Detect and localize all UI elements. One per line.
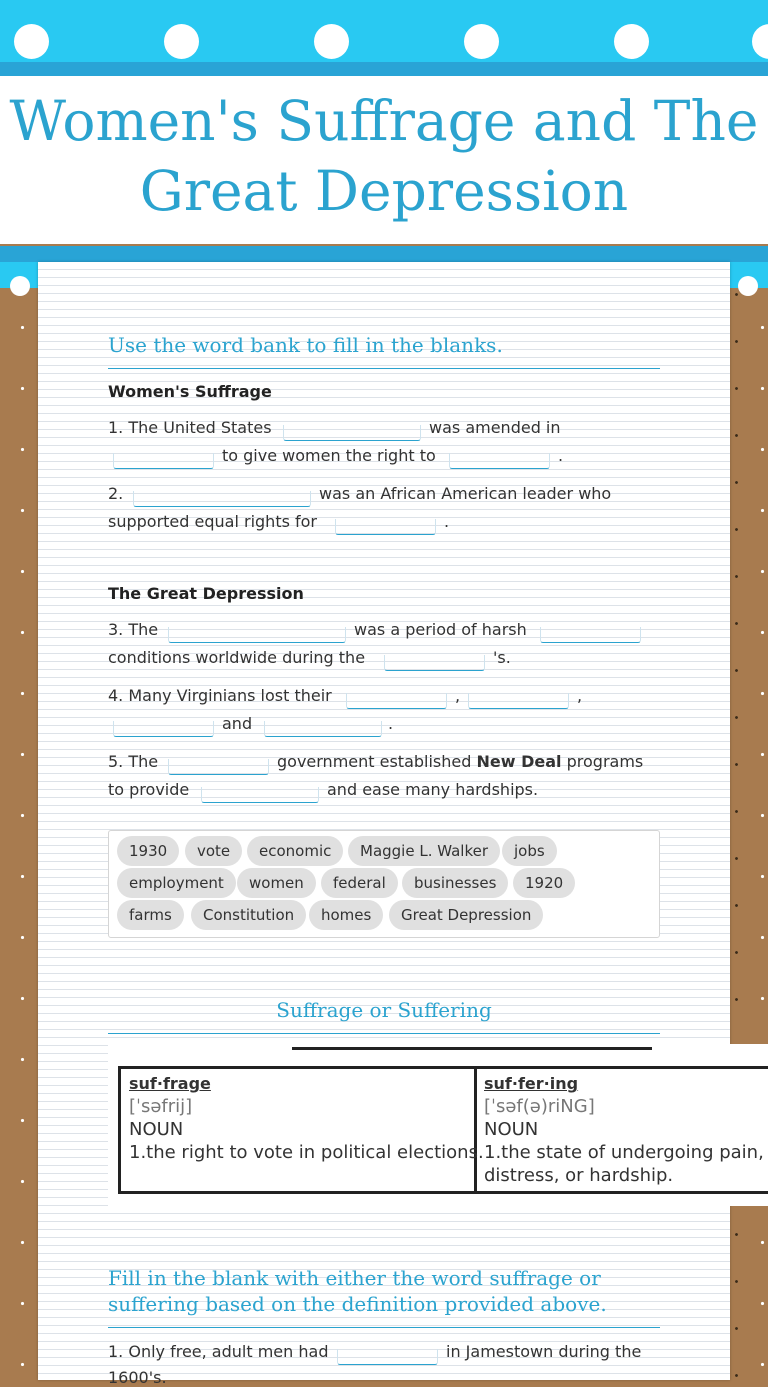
decor-bump (738, 276, 758, 296)
blank-q3-2[interactable] (540, 627, 641, 643)
q5-bold-new-deal: New Deal (476, 752, 562, 771)
blank-q1-1[interactable] (283, 425, 421, 441)
q5-text-d: to provide (108, 780, 190, 799)
pronunciation-suffering: [ˈsəf(ə)riNG] (484, 1096, 595, 1117)
pos-suffering: NOUN (484, 1119, 539, 1140)
pos-suffrage: NOUN (129, 1119, 184, 1140)
dictionary-top-rule (292, 1047, 652, 1050)
q1-text-c: to give women the right to (222, 446, 436, 465)
blank-q3-3[interactable] (384, 655, 485, 671)
decor-dot (164, 24, 199, 59)
meaning-suffering-line-1: 1.the state of undergoing pain, (484, 1142, 764, 1163)
blank-q2-2[interactable] (335, 519, 436, 535)
subheading-womens-suffrage: Women's Suffrage (108, 382, 272, 401)
word-chip[interactable]: businesses (402, 868, 508, 898)
section-3-heading (108, 1265, 607, 1317)
pronunciation-suffrage: [ˈsəfrij] (129, 1096, 193, 1117)
section-3-divider (108, 1327, 660, 1328)
word-chip[interactable]: Constitution (191, 900, 306, 930)
blank-q1-2[interactable] (113, 453, 214, 469)
q4-comma-1: , (455, 686, 461, 705)
decor-bump (10, 276, 30, 296)
q5-text-e: and ease many hardships. (327, 780, 539, 799)
q4-and: and (222, 714, 253, 733)
q3-text-a: 3. The (108, 620, 159, 639)
meaning-suffering-line-2: distress, or hardship. (484, 1165, 674, 1186)
title-line-2: Great Depression (139, 159, 629, 223)
q3-text-b: was a period of harsh (354, 620, 527, 639)
blank-q4-2[interactable] (468, 693, 569, 709)
section-3-heading-line-1: Fill in the blank with either the word suffrage or (108, 1266, 601, 1290)
q1-text-a: 1. The United States (108, 418, 272, 437)
subheading-great-depression: The Great Depression (108, 584, 304, 603)
definition-suffering (484, 1072, 764, 1187)
blank-s3-q1[interactable] (337, 1349, 438, 1365)
word-chip[interactable]: farms (117, 900, 184, 930)
decor-dot (464, 24, 499, 59)
word-chip[interactable]: women (237, 868, 316, 898)
blank-q4-4[interactable] (264, 721, 382, 737)
s3-q1-text-a: 1. Only free, adult men had (108, 1342, 329, 1361)
section-2-heading: Suffrage or Suffering (276, 998, 492, 1022)
q2-text-a: 2. (108, 484, 124, 503)
q4-comma-2: , (577, 686, 583, 705)
decor-dot (614, 24, 649, 59)
q4-end: . (388, 714, 394, 733)
word-chip[interactable]: Maggie L. Walker (348, 836, 500, 866)
blank-q5-2[interactable] (201, 787, 319, 803)
decor-dot (314, 24, 349, 59)
q3-text-c: conditions worldwide during the (108, 648, 366, 667)
blank-q3-1[interactable] (168, 627, 346, 643)
blank-q5-1[interactable] (168, 759, 269, 775)
word-chip[interactable]: federal (321, 868, 398, 898)
word-chip[interactable]: jobs (502, 836, 557, 866)
q3-text-d: 's. (493, 648, 511, 667)
word-chip[interactable]: 1930 (117, 836, 179, 866)
header-stripe-top (0, 62, 768, 76)
meaning-suffrage: 1.the right to vote in political elections. (129, 1142, 484, 1163)
section-2-divider (108, 1033, 660, 1034)
q2-text-c: supported equal rights for (108, 512, 318, 531)
q2-text-d: . (444, 512, 450, 531)
word-chip[interactable]: 1920 (513, 868, 575, 898)
section-3-heading-line-2: suffering based on the definition provided above. (108, 1292, 607, 1316)
s3-q1-text-b: in Jamestown during the (446, 1342, 642, 1361)
headword-suffering: suf·fer·ing (484, 1074, 579, 1093)
word-chip[interactable]: Great Depression (389, 900, 543, 930)
q1-text-b: was amended in (429, 418, 561, 437)
q5-text-b-plain: government established (277, 752, 472, 771)
section-1-heading: Use the word bank to fill in the blanks. (108, 333, 503, 357)
q5-text-b (277, 752, 643, 771)
word-chip[interactable]: vote (185, 836, 242, 866)
title-line-1: Women's Suffrage and The (9, 89, 759, 153)
q2-text-b: was an African American leader who (319, 484, 612, 503)
headword-suffrage: suf·frage (129, 1074, 211, 1093)
word-chip[interactable]: employment (117, 868, 236, 898)
page-title (0, 86, 768, 226)
blank-q4-1[interactable] (346, 693, 447, 709)
q5-text-c: programs (566, 752, 644, 771)
s3-q1-text-c: 1600's. (108, 1368, 167, 1387)
top-band (0, 0, 768, 62)
blank-q2-1[interactable] (133, 491, 311, 507)
word-chip[interactable]: homes (309, 900, 383, 930)
q5-text-a: 5. The (108, 752, 159, 771)
blank-q4-3[interactable] (113, 721, 214, 737)
word-chip[interactable]: economic (247, 836, 343, 866)
definition-suffrage (129, 1072, 484, 1164)
decor-dot (14, 24, 49, 59)
q4-text-a: 4. Many Virginians lost their (108, 686, 332, 705)
header-stripe-bottom (0, 246, 768, 262)
blank-q1-3[interactable] (449, 453, 550, 469)
section-1-divider (108, 368, 660, 369)
q1-text-d: . (558, 446, 564, 465)
